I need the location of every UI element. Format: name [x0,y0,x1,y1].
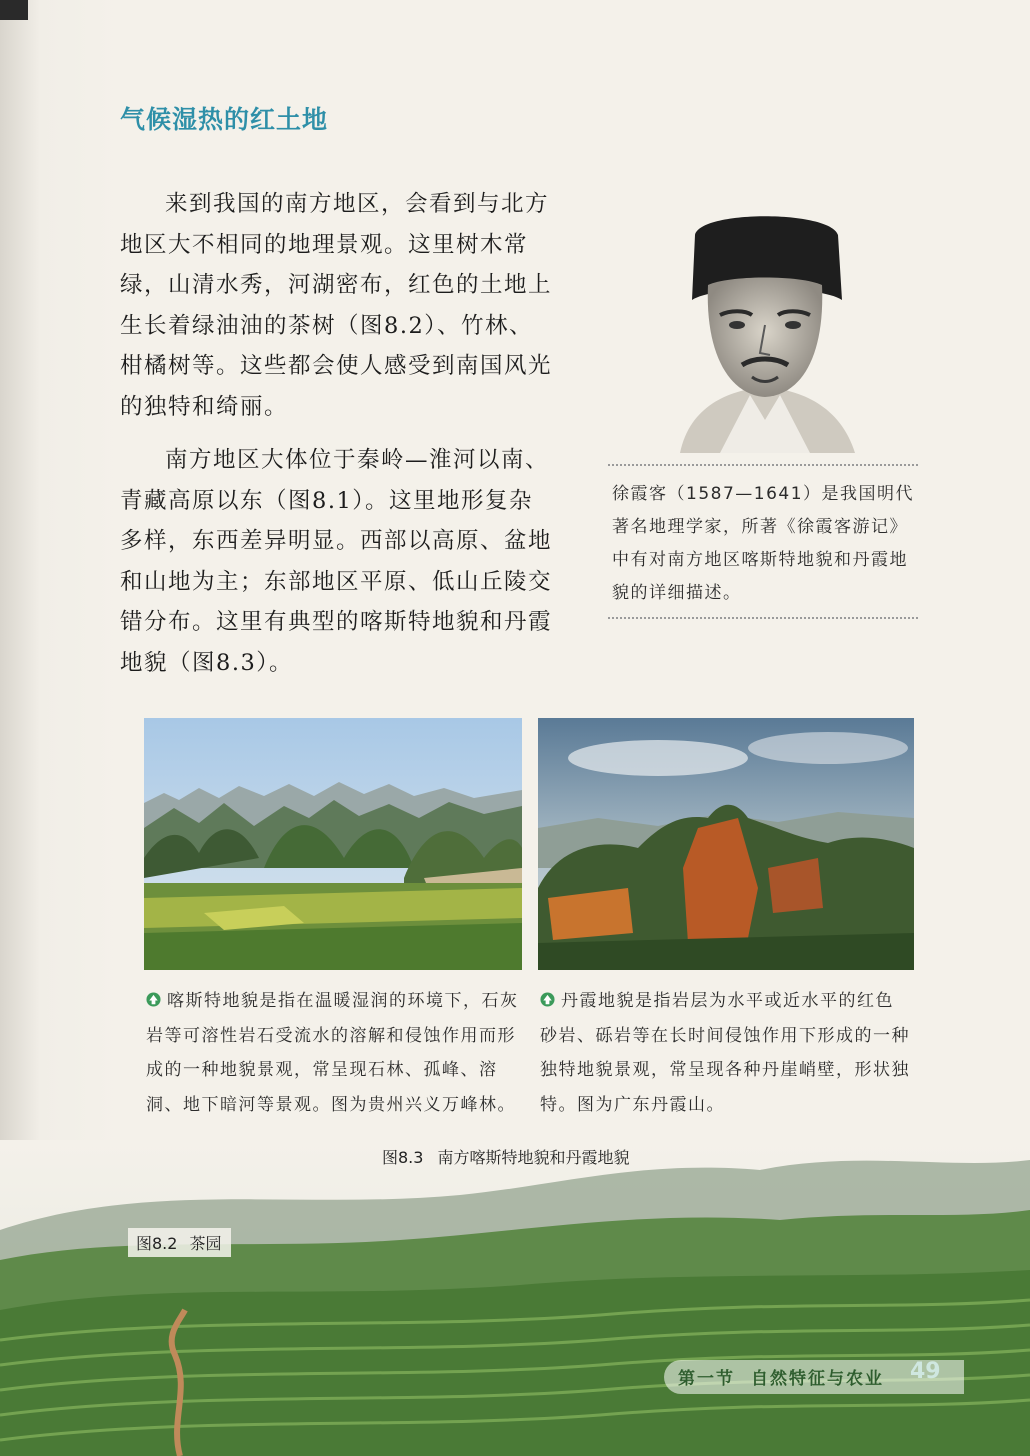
figure-8-3-caption: 南方喀斯特地貌和丹霞地貌 [437,1148,630,1167]
karst-caption-text: 喀斯特地貌是指在温暖湿润的环境下，石灰岩等可溶性岩石受流水的溶解和侵蚀作用而形成的一种地貌景观，常呈现石林、孤峰、溶洞、地下暗河等景观。图为贵州兴义万峰林。 [146,991,519,1115]
bio-divider-bottom [608,617,918,619]
footer-section: 第一节 [678,1369,735,1389]
page-number: 49 [910,1359,941,1384]
figure-8-3-title [382,1145,629,1168]
bio-divider-top [608,464,918,466]
figure-8-2-number: 图8.2 [136,1234,178,1253]
karst-caption [146,984,520,1122]
section-title: 气候湿热的红土地 [120,105,329,134]
danxia-caption [540,984,912,1122]
bio-text: 徐霞客（1587—1641）是我国明代著名地理学家，所著《徐霞客游记》中有对南方地区喀斯特地貌和丹霞地貌的详细描述。 [612,484,915,603]
figure-8-2-title: 茶园 [189,1234,222,1253]
scan-corner-mark [0,0,28,20]
karst-landscape-photo [144,718,522,970]
caption-marker-icon [540,992,555,1007]
caption-marker-icon [146,992,161,1007]
xu-xiake-portrait [660,205,870,453]
figure-8-2-label [128,1228,231,1257]
danxia-landscape-photo [538,718,914,970]
paragraph-1: 来到我国的南方地区，会看到与北方地区大不相同的地理景观。这里树木常绿，山清水秀，河湖密布，红色的土地上生长着绿油油的茶树（图8.2）、竹林、柑橘树等。这些都会使人感受到南国风光的独特和绮丽。 [120,191,553,420]
footer-running-head [678,1364,884,1389]
tea-garden-photo [0,1140,1030,1456]
footer-chapter: 自然特征与农业 [751,1369,884,1389]
paragraph-2: 南方地区大体位于秦岭—淮河以南、青藏高原以东（图8.1）。这里地形复杂多样，东西差异明显。西部以高原、盆地和山地为主；东部地区平原、低山丘陵交错分布。这里有典型的喀斯特地貌和丹霞地貌（图8.3）。 [120,447,553,676]
danxia-caption-text: 丹霞地貌是指岩层为水平或近水平的红色砂岩、砾岩等在长时间侵蚀作用下形成的一种独特地貌景观，常呈现各种丹崖峭壁，形状独特。图为广东丹霞山。 [540,991,910,1115]
figure-8-3-label: 图8.3 [382,1148,424,1167]
